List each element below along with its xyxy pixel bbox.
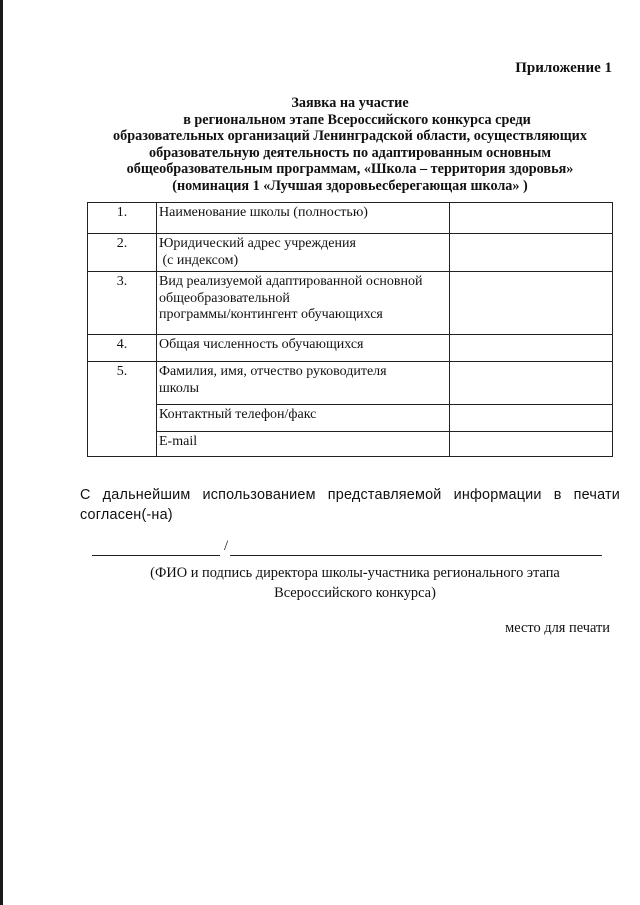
signature-caption-line: (ФИО и подпись директора школы-участника регионального этапа (150, 565, 560, 581)
row-label-line: общеобразовательной (159, 290, 290, 306)
row-number: 4. (88, 335, 157, 362)
title-line: в региональном этапе Всероссийского конкурса среди (183, 111, 531, 128)
table-row (88, 405, 613, 432)
row-label: E-mail (157, 432, 450, 457)
value-field-school-name[interactable] (450, 203, 613, 234)
title-line: (номинация 1 «Лучшая здоровьесберегающая школа» ) (172, 177, 528, 194)
consent-statement: С дальнейшим использованием представляемой информации в печати согласен(-на) (80, 487, 620, 523)
value-field-legal-address[interactable] (450, 234, 613, 272)
table-row (88, 203, 613, 234)
table-row (88, 335, 613, 362)
row-number: 2. (88, 234, 157, 272)
application-title (80, 95, 620, 195)
signature-caption (90, 563, 620, 603)
title-line: общеобразовательным программам, «Школа – территория здоровья» (126, 161, 574, 178)
row-label-line: Вид реализуемой адаптированной основной (159, 274, 423, 289)
table-row (88, 272, 613, 335)
row-number (88, 405, 157, 432)
table-row (88, 432, 613, 457)
signature-line-right[interactable] (230, 555, 602, 556)
title-line: образовательных организаций Ленинградской области, осуществляющих (113, 128, 587, 145)
row-label-line: программы/контингент обучающихся (159, 307, 383, 322)
row-label: Наименование школы (полностью) (157, 203, 450, 234)
row-label: Контактный телефон/факс (157, 405, 450, 432)
value-field-student-count[interactable] (450, 335, 613, 362)
row-number: 3. (88, 272, 157, 335)
signature-caption-line: Всероссийского конкурса) (274, 585, 436, 601)
row-label-line: (с индексом) (159, 252, 239, 268)
value-field-program-type[interactable] (450, 272, 613, 335)
row-number: 5. (88, 362, 157, 405)
row-label: Общая численность обучающихся (157, 335, 450, 362)
row-label-line: Фамилия, имя, отчество руководителя (159, 364, 387, 379)
row-number: 1. (88, 203, 157, 234)
value-field-director-name[interactable] (450, 362, 613, 405)
title-line: образовательную деятельность по адаптированным основным (149, 144, 551, 161)
appendix-label: Приложение 1 (515, 60, 612, 76)
scan-edge (0, 0, 3, 905)
title-line: Заявка на участие (291, 95, 409, 111)
value-field-email[interactable] (450, 432, 613, 457)
row-label-line: Юридический адрес учреждения (159, 236, 356, 251)
value-field-phone-fax[interactable] (450, 405, 613, 432)
signature-line-left[interactable] (92, 555, 220, 556)
table-row (88, 362, 613, 405)
row-label (157, 234, 450, 272)
application-form-table (87, 202, 613, 457)
row-number (88, 432, 157, 457)
signature-separator: / (224, 538, 229, 554)
stamp-placeholder: место для печати (505, 620, 610, 636)
row-label-line: школы (159, 380, 200, 396)
row-label (157, 362, 450, 405)
table-row (88, 234, 613, 272)
row-label (157, 272, 450, 335)
